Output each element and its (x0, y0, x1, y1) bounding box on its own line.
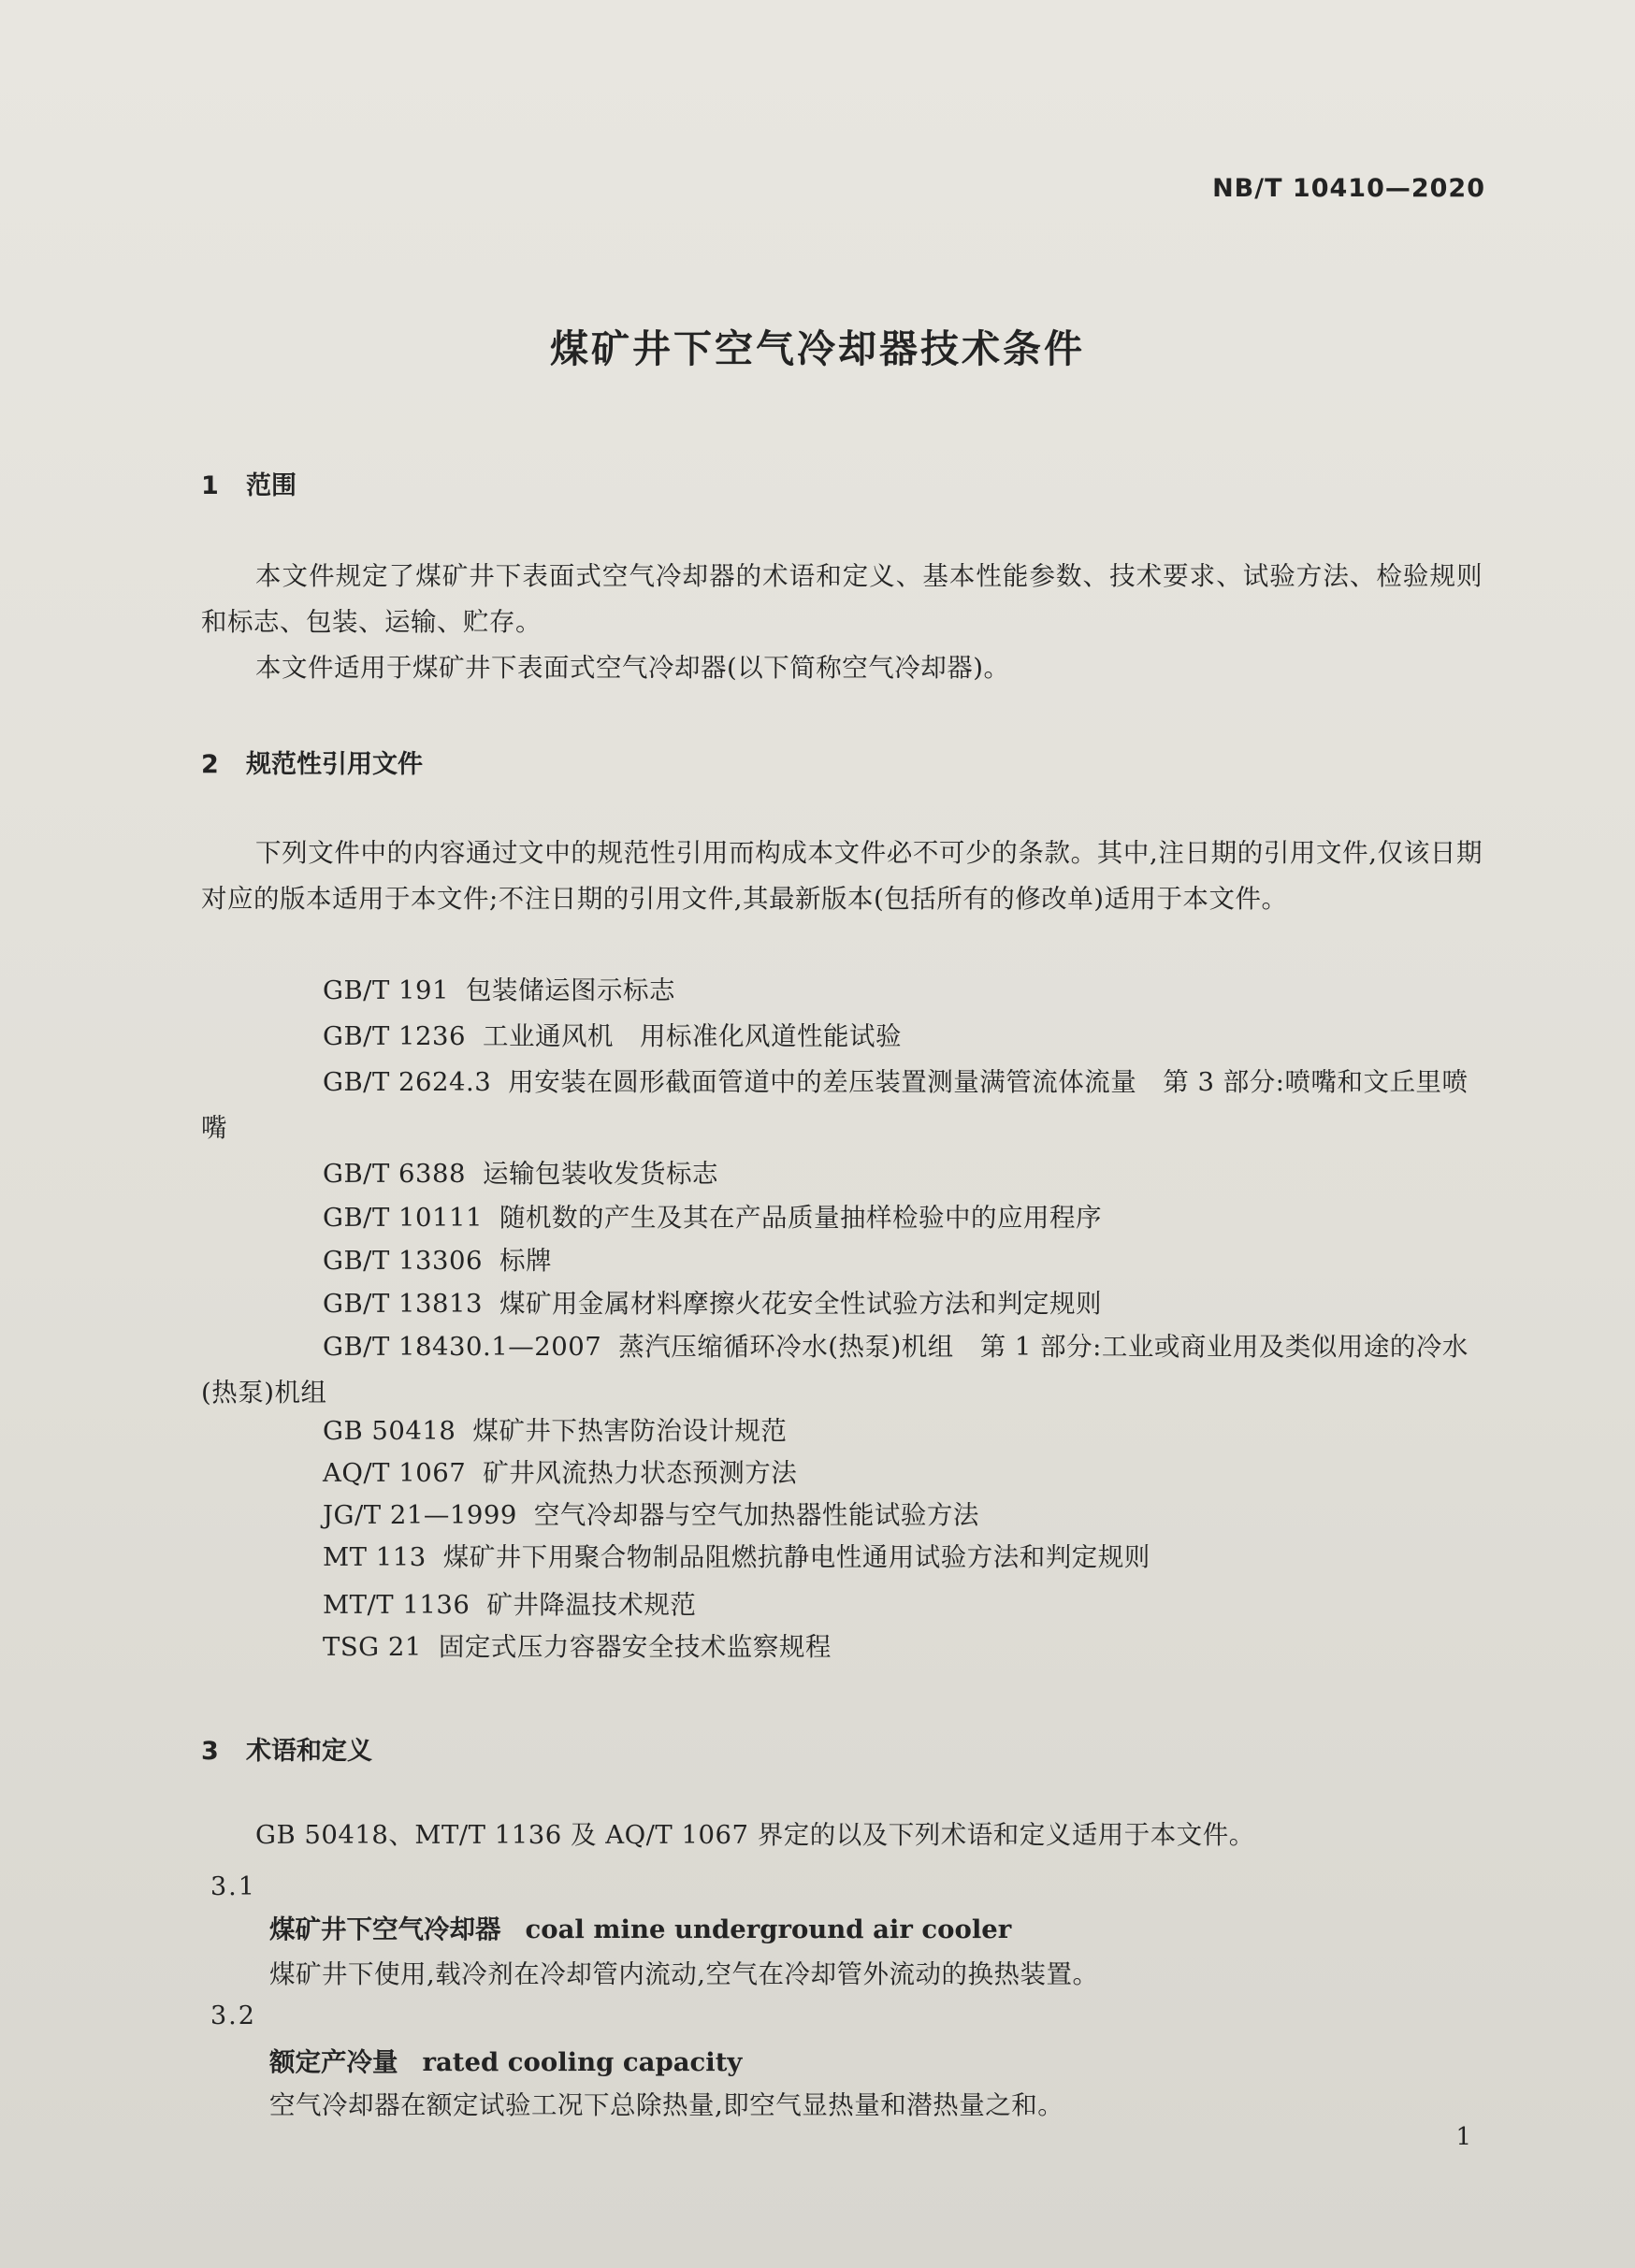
reference-item (201, 1408, 1483, 1454)
reference-item (201, 1151, 1483, 1197)
terms-intro: GB 50418、MT/T 1136 及 AQ/T 1067 界定的以及下列术语和定义适用于本文件。 (255, 1820, 1255, 1850)
reference-item (201, 1014, 1483, 1060)
reference-item (201, 1238, 1483, 1284)
section-1-heading (201, 465, 297, 501)
term-name-en: rated cooling capacity (422, 2047, 743, 2077)
reference-item (201, 1625, 1483, 1670)
section-2-heading (201, 744, 423, 780)
reference-item (201, 1060, 1483, 1151)
reference-code: GB/T 13813 (323, 1289, 484, 1319)
scope-paragraph-1: 本文件规定了煤矿井下表面式空气冷却器的术语和定义、基本性能参数、技术要求、试验方法、检验规则和标志、包装、运输、贮存。 (201, 561, 1483, 637)
reference-item (201, 1582, 1483, 1628)
references-intro: 下列文件中的内容通过文中的规范性引用而构成本文件必不可少的条款。其中,注日期的引用文件,仅该日期对应的版本适用于本文件;不注日期的引用文件,其最新版本(包括所有的修改单)适用于本文件。 (201, 838, 1483, 914)
page-number: 1 (1455, 2123, 1471, 2151)
reference-title: 运输包装收发货标志 (483, 1159, 719, 1189)
reference-title: 标牌 (499, 1246, 553, 1276)
reference-title: 煤矿井下热害防治设计规范 (472, 1416, 788, 1446)
section-number: 3 (201, 1737, 219, 1766)
reference-title: 工业通风机 用标准化风道性能试验 (483, 1021, 903, 1051)
section-3-heading (201, 1730, 372, 1767)
reference-item (201, 1535, 1483, 1581)
reference-item (201, 968, 1483, 1014)
reference-code: MT/T 1136 (323, 1590, 470, 1620)
reference-title: 煤矿用金属材料摩擦火花安全性试验方法和判定规则 (499, 1289, 1103, 1319)
reference-code: GB/T 2624.3 (323, 1067, 492, 1097)
reference-title: 矿井降温技术规范 (486, 1590, 697, 1620)
reference-title: 包装储运图示标志 (466, 975, 676, 1005)
reference-title: 煤矿井下用聚合物制品阻燃抗静电性通用试验方法和判定规则 (442, 1542, 1150, 1572)
reference-code: GB/T 18430.1—2007 (323, 1332, 602, 1362)
term-name-en: coal mine underground air cooler (525, 1914, 1012, 1944)
reference-code: GB/T 10111 (323, 1203, 484, 1233)
reference-title: 用安装在圆形截面管道中的差压装置测量满管流体流量 第 3 部分:喷嘴和文丘里喷嘴 (201, 1067, 1469, 1143)
reference-code: AQ/T 1067 (323, 1458, 467, 1488)
reference-code: GB 50418 (323, 1416, 456, 1446)
section-number: 2 (201, 750, 219, 779)
reference-code: GB/T 13306 (323, 1246, 484, 1276)
reference-item (201, 1451, 1483, 1496)
reference-title: 随机数的产生及其在产品质量抽样检验中的应用程序 (499, 1203, 1103, 1233)
term-definition: 空气冷却器在额定试验工况下总除热量,即空气显热量和潜热量之和。 (269, 2090, 1064, 2120)
section-title: 范围 (246, 471, 297, 500)
term-name (269, 1908, 1011, 1945)
section-title: 术语和定义 (246, 1737, 372, 1766)
reference-item (201, 1324, 1483, 1416)
section-number: 1 (201, 471, 219, 500)
scope-paragraph-2: 本文件适用于煤矿井下表面式空气冷却器(以下简称空气冷却器)。 (255, 653, 1010, 683)
reference-title: 矿井风流热力状态预测方法 (483, 1458, 798, 1488)
reference-code: GB/T 6388 (323, 1159, 467, 1189)
document-title: 煤矿井下空气冷却器技术条件 (550, 326, 1085, 371)
term-number: 3.1 (210, 1872, 256, 1901)
term-number: 3.2 (210, 2001, 256, 2030)
section-title: 规范性引用文件 (246, 750, 423, 779)
reference-title: 空气冷却器与空气加热器性能试验方法 (533, 1500, 979, 1530)
term-name (269, 2041, 742, 2078)
reference-title: 蒸汽压缩循环冷水(热泵)机组 第 1 部分:工业或商业用及类似用途的冷水(热泵)机组 (201, 1332, 1469, 1408)
term-name-zh: 额定产冷量 (269, 2047, 398, 2077)
standard-code: NB/T 10410—2020 (1212, 174, 1485, 203)
reference-item (201, 1493, 1483, 1538)
reference-code: MT 113 (323, 1542, 427, 1572)
reference-item (201, 1281, 1483, 1327)
term-name-zh: 煤矿井下空气冷却器 (269, 1914, 501, 1944)
reference-code: GB/T 191 (323, 975, 450, 1005)
reference-code: GB/T 1236 (323, 1021, 467, 1051)
reference-title: 固定式压力容器安全技术监察规程 (438, 1632, 832, 1662)
reference-code: JG/T 21—1999 (323, 1500, 517, 1530)
reference-item (201, 1195, 1483, 1241)
reference-code: TSG 21 (323, 1632, 422, 1662)
term-definition: 煤矿井下使用,载冷剂在冷却管内流动,空气在冷却管外流动的换热装置。 (269, 1959, 1099, 1989)
